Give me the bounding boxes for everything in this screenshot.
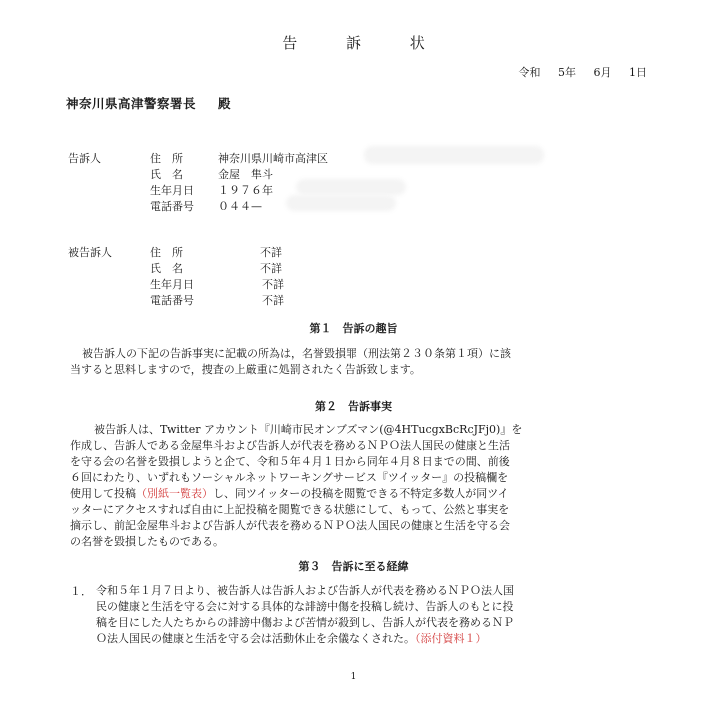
paragraph-line: 令和５年１月７日より、被告訴人は告訴人および告訴人が代表を務めるＮＰＯ法人国	[96, 584, 514, 597]
paragraph-line: 当すると思料しますので，捜査の上厳重に処罰されたく告訴致します。	[70, 363, 421, 376]
attachment-reference: （添付資料１）	[415, 632, 487, 645]
accused-label: 被告訴人	[68, 246, 112, 259]
accused-birthdate-value: 不詳	[262, 278, 284, 291]
addressee-name: 神奈川県高津警察署長	[66, 96, 197, 111]
paragraph-line: 民の健康と生活を守る会に対する具体的な誹謗中傷を投稿し続け、告訴人のもとに投	[96, 600, 514, 613]
section3-heading: 第３ 告訴に至る経緯	[298, 560, 409, 573]
line-text: Ｏ法人国民の健康と生活を守る会は活動休止を余儀なくされた。	[96, 632, 415, 645]
line-text: し、同ツイッターの投稿を閲覧できる不特定多数人が同ツイ	[213, 487, 509, 500]
accused-phone-value: 不詳	[262, 294, 284, 307]
accused-address-value: 不詳	[260, 246, 282, 259]
paragraph-line	[96, 631, 644, 647]
addressee	[66, 94, 231, 112]
document-date	[511, 64, 648, 80]
paragraph-line: を守る会の名誉を毀損しようと企て、令和５年４月１日から同年４月８日までの間、前後	[70, 455, 510, 468]
section2-heading: 第２ 告訴事実	[315, 400, 392, 413]
section3-item	[96, 583, 644, 647]
accused-address-label: 住 所	[150, 246, 183, 259]
redaction-mark	[296, 179, 406, 195]
paragraph-line: 被告訴人の下記の告訴事実に記載の所為は，名誉毀損罪（刑法第２３０条第１項）に該	[82, 347, 511, 360]
section1-heading: 第１ 告訴の趣旨	[309, 322, 398, 335]
complainant-name-label: 氏 名	[150, 168, 183, 181]
complainant-name-value: 金屋 隼斗	[218, 168, 273, 181]
item-number: １．	[70, 585, 92, 598]
paragraph-line: 被告訴人は、Twitter アカウント『川崎市民オンブズマン(@4HTucgxBcRcJFj0)』を	[94, 423, 523, 436]
date-month: 6月	[593, 66, 612, 79]
accused-name-value: 不詳	[260, 262, 282, 275]
accused-phone-label: 電話番号	[150, 294, 194, 307]
accused-name-label: 氏 名	[150, 262, 183, 275]
paragraph-line: の名誉を毀損したものである。	[70, 535, 224, 548]
date-era: 令和	[518, 66, 541, 79]
complainant-address-value: 神奈川県川崎市高津区	[218, 152, 328, 165]
section2-paragraph	[70, 422, 640, 550]
redaction-mark	[286, 195, 396, 211]
complainant-birthdate-value: １９７６年	[218, 184, 273, 197]
paragraph-line: ６回にわたり、いずれもソーシャルネットワーキングサービス『ツイッター』の投稿欄を	[70, 471, 509, 484]
accused-birthdate-label: 生年月日	[150, 278, 194, 291]
complainant-phone-value: ０４４—	[218, 200, 262, 213]
paragraph-line: ッターにアクセスすれば自由に上記投稿を閲覧できる状態にして、もって、公然と事実を	[70, 503, 510, 516]
paragraph-line: 稿を目にした人たちからの誹謗中傷および苦情が殺到し、告訴人が代表を務めるＮＰ	[96, 616, 514, 629]
complainant-label: 告訴人	[68, 152, 101, 165]
complainant-address-label: 住 所	[150, 152, 183, 165]
section1-paragraph	[70, 346, 640, 378]
paragraph-line: 作成し、告訴人である金屋隼斗および告訴人が代表を務めるＮＰＯ法人国民の健康と生活	[70, 439, 510, 452]
attachment-reference: （別紙一覧表）	[136, 487, 213, 500]
complainant-birthdate-label: 生年月日	[150, 184, 194, 197]
page-number: 1	[350, 672, 357, 682]
addressee-honorific: 殿	[218, 96, 232, 111]
paragraph-line: 摘示し、前記金屋隼斗および告訴人が代表を務めるＮＰＯ法人国民の健康と生活を守る会	[70, 519, 510, 532]
redaction-mark	[364, 146, 544, 164]
line-text: 使用して投稿	[70, 487, 136, 500]
paragraph-line	[70, 486, 640, 502]
date-year: 5年	[558, 66, 576, 79]
date-day: 1日	[629, 66, 647, 79]
complainant-phone-label: 電話番号	[150, 200, 194, 213]
document-title: 告 訴 状	[282, 34, 447, 52]
